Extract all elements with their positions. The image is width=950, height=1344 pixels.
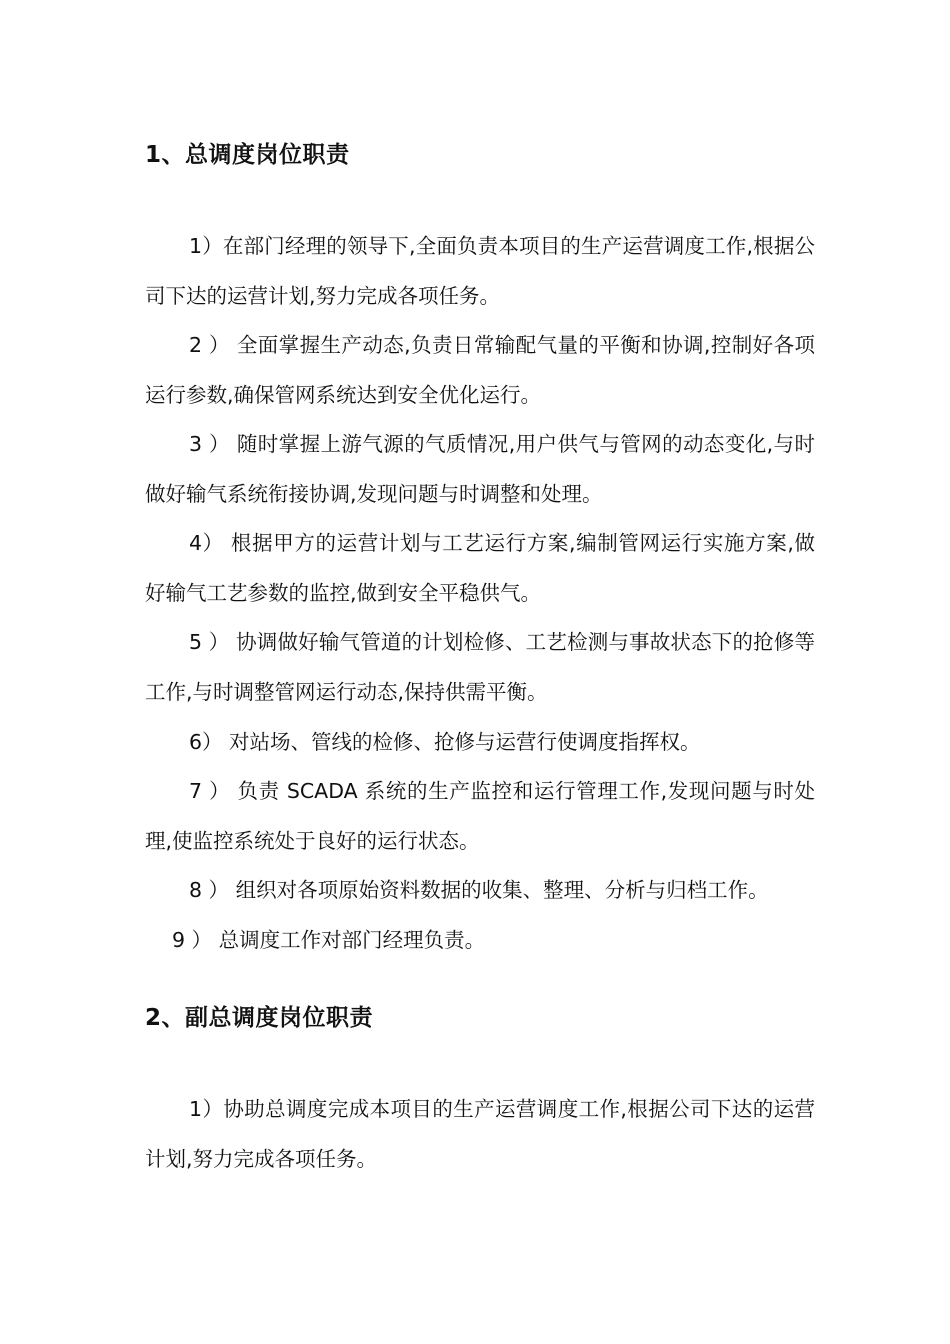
duty-item-1-6: 6） 对站场、管线的检修、抢修与运营行使调度指挥权。 bbox=[189, 730, 701, 754]
section-heading-1: 1、总调度岗位职责 bbox=[145, 142, 350, 168]
duty-item-1-2: 2 ） 全面掌握生产动态,负责日常输配气量的平衡和协调,控制好各项运行参数,确保管网系统达到安全优化运行。 bbox=[145, 333, 815, 407]
duty-item-1-9: 9 ） 总调度工作对部门经理负责。 bbox=[172, 928, 486, 952]
duty-item-2-1: 1）协助总调度完成本项目的生产运营调度工作,根据公司下达的运营计划,努力完成各项任务。 bbox=[145, 1097, 815, 1171]
duty-item-1-8: 8 ） 组织对各项原始资料数据的收集、整理、分析与归档工作。 bbox=[189, 878, 769, 902]
duty-item-1-5: 5 ） 协调做好输气管道的计划检修、工艺检测与事故状态下的抢修等工作,与时调整管网运行动态,保持供需平衡。 bbox=[145, 630, 815, 704]
duty-item-1-1: 1）在部门经理的领导下,全面负责本项目的生产运营调度工作,根据公司下达的运营计划,努力完成各项任务。 bbox=[145, 234, 815, 308]
duty-item-1-7: 7 ） 负责 SCADA 系统的生产监控和运行管理工作,发现问题与时处理,使监控系统处于良好的运行状态。 bbox=[145, 779, 815, 853]
section-heading-2: 2、副总调度岗位职责 bbox=[145, 1005, 374, 1031]
duty-item-1-3: 3 ） 随时掌握上游气源的气质情况,用户供气与管网的动态变化,与时做好输气系统衔接协调,发现问题与时调整和处理。 bbox=[145, 432, 815, 506]
duty-item-1-4: 4） 根据甲方的运营计划与工艺运行方案,编制管网运行实施方案,做好输气工艺参数的监控,做到安全平稳供气。 bbox=[145, 531, 815, 605]
